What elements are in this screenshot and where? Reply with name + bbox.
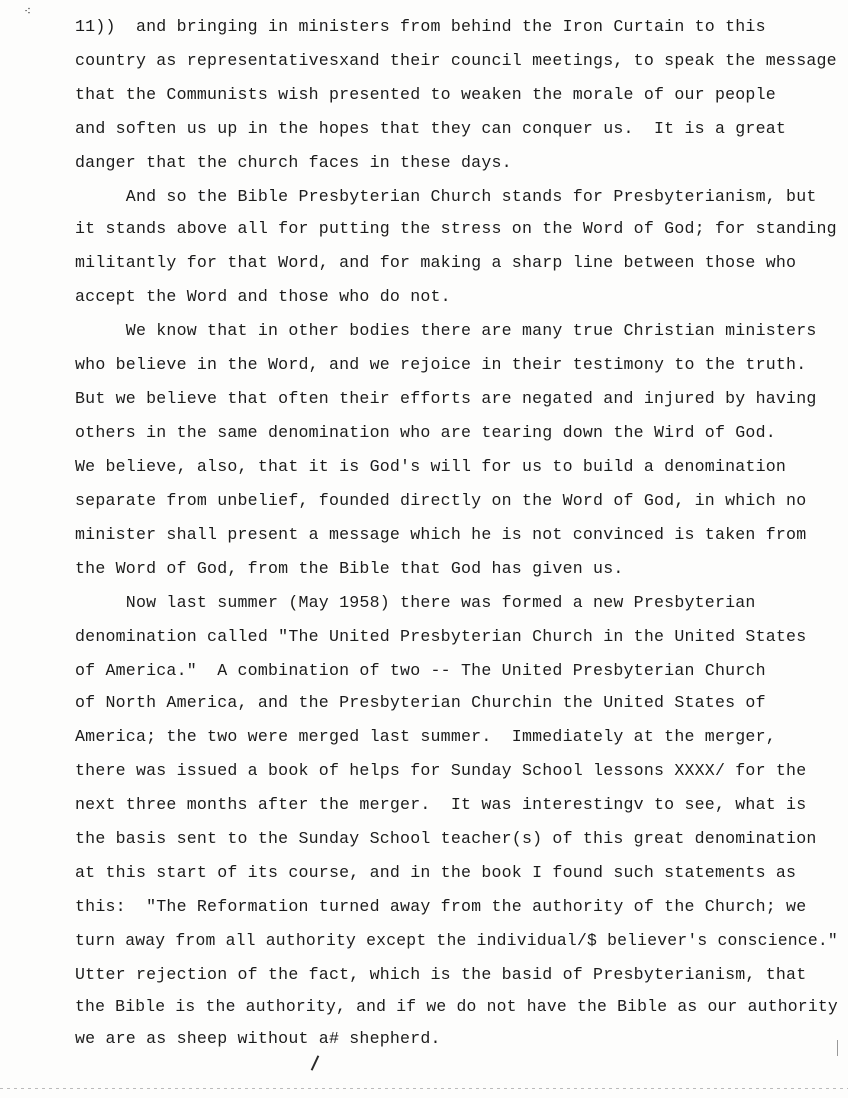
text-line: separate from unbelief, founded directly on the Word of God, in which no — [75, 491, 807, 510]
text-line: minister shall present a message which he is not convinced is taken from — [75, 525, 807, 544]
margin-line-mark — [837, 1040, 838, 1056]
text-line: this: "The Reformation turned away from the authority of the Church; we — [75, 897, 807, 916]
text-line: and soften us up in the hopes that they can conquer us. It is a great — [75, 119, 787, 138]
text-line: accept the Word and those who do not. — [75, 287, 451, 306]
text-line: Utter rejection of the fact, which is the basid of Presbyterianism, that — [75, 965, 807, 984]
text-line: danger that the church faces in these days. — [75, 153, 512, 172]
text-line: of North America, and the Presbyterian Churchin the United States of — [75, 693, 766, 712]
text-line: others in the same denomination who are tearing down the Wird of God. — [75, 423, 776, 442]
text-line: it stands above all for putting the stress on the Word of God; for standing — [75, 219, 837, 238]
page-bottom-edge — [0, 1088, 848, 1089]
text-line: next three months after the merger. It was interestingv to see, what is — [75, 795, 807, 814]
text-line: there was issued a book of helps for Sunday School lessons XXXX/ for the — [75, 761, 807, 780]
text-line: we are as sheep without a# shepherd. — [75, 1029, 441, 1048]
text-line: the Bible is the authority, and if we do not have the Bible as our authority — [75, 997, 838, 1016]
text-line: militantly for that Word, and for making a sharp line between those who — [75, 253, 797, 272]
text-line: We believe, also, that it is God's will for us to build a denomination — [75, 457, 787, 476]
text-line: of America." A combination of two -- The United Presbyterian Church — [75, 661, 766, 680]
text-line: country as representativesxand their council meetings, to speak the message — [75, 51, 837, 70]
text-line: Now last summer (May 1958) there was formed a new Presbyterian — [75, 593, 756, 612]
text-line: But we believe that often their efforts are negated and injured by having — [75, 389, 817, 408]
text-line: denomination called "The United Presbyterian Church in the United States — [75, 627, 807, 646]
handwritten-tick-mark — [311, 1055, 320, 1070]
text-line: at this start of its course, and in the book I found such statements as — [75, 863, 797, 882]
corner-pencil-mark: ⁖ — [24, 4, 32, 18]
text-line: We know that in other bodies there are many true Christian ministers — [75, 321, 817, 340]
text-line: 11)) and bringing in ministers from behind the Iron Curtain to this — [75, 17, 766, 36]
text-line: the basis sent to the Sunday School teacher(s) of this great denomination — [75, 829, 817, 848]
text-line: And so the Bible Presbyterian Church stands for Presbyterianism, but — [75, 187, 817, 206]
text-line: that the Communists wish presented to weaken the morale of our people — [75, 85, 776, 104]
text-line: who believe in the Word, and we rejoice in their testimony to the truth. — [75, 355, 807, 374]
text-line: the Word of God, from the Bible that God has given us. — [75, 559, 624, 578]
text-line: turn away from all authority except the individual/$ believer's conscience." — [75, 931, 838, 950]
text-line: America; the two were merged last summer. Immediately at the merger, — [75, 727, 776, 746]
